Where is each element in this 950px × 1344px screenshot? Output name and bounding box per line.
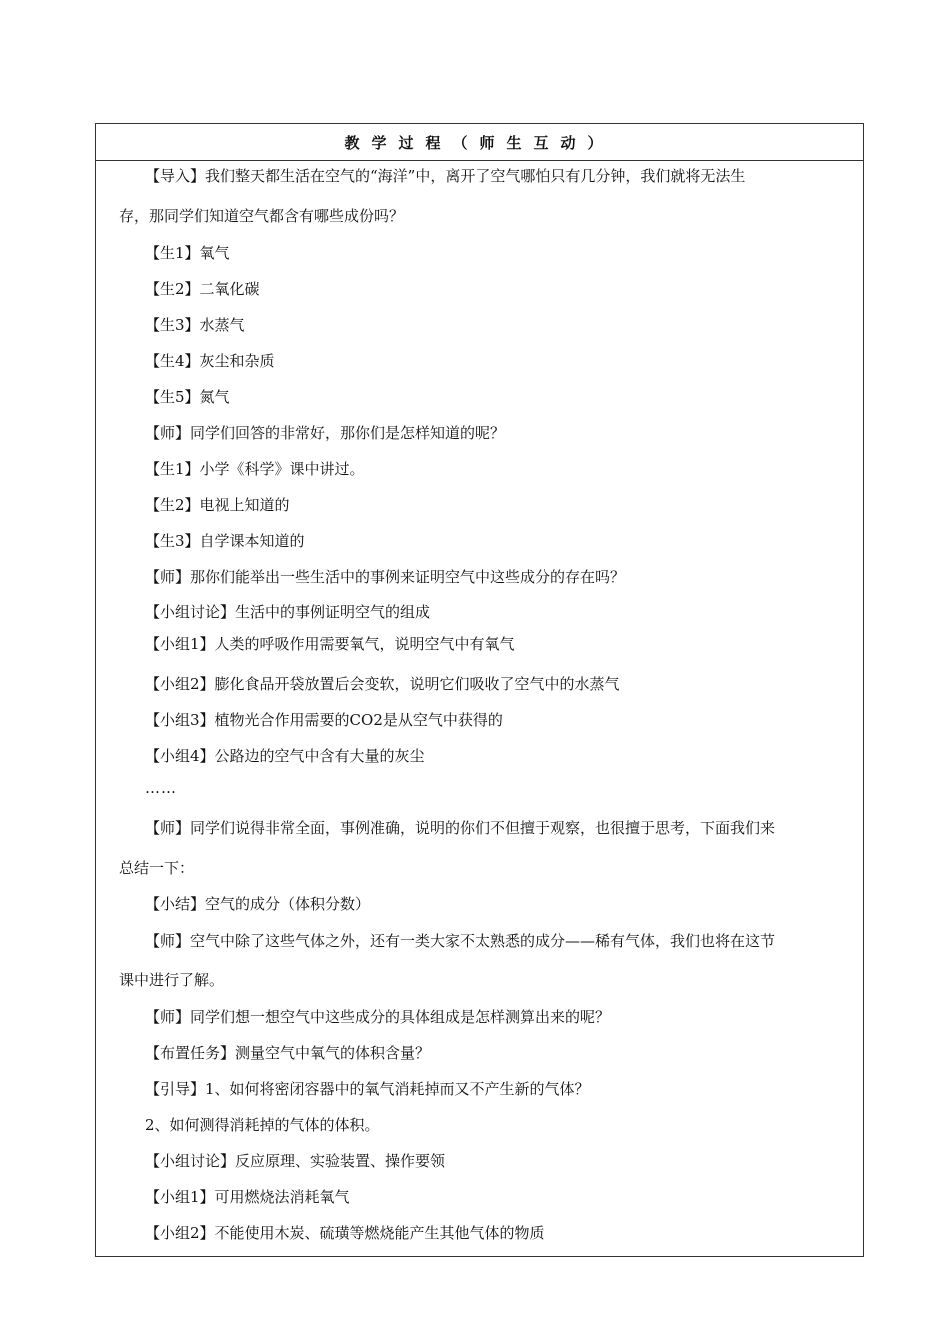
teacher-line-1: 【师】空气中除了这些气体之外，还有一类大家不太熟悉的成分——稀有气体，我们也将在这节 xyxy=(145,932,776,950)
answer-line: 【生3】自学课本知道的 xyxy=(145,532,305,550)
discussion-line: 【小组讨论】生活中的事例证明空气的组成 xyxy=(145,603,431,621)
teacher-line-2: 总结一下： xyxy=(119,859,195,877)
answer-line: 【生2】电视上知道的 xyxy=(145,496,290,514)
discussion-line: 【小组讨论】反应原理、实验装置、操作要领 xyxy=(145,1152,446,1170)
teacher-line-2: 课中进行了解。 xyxy=(119,971,225,989)
guide-line: 【引导】1、如何将密闭容器中的氧气消耗掉而又不产生新的气体？ xyxy=(145,1080,590,1098)
group-line: 【小组4】公路边的空气中含有大量的灰尘 xyxy=(145,747,425,765)
teacher-line: 【师】同学们回答的非常好，那你们是怎样知道的呢？ xyxy=(145,424,506,442)
intro-line-2: 存，那同学们知道空气都含有哪些成份吗？ xyxy=(119,207,405,225)
summary-line: 【小结】空气的成分（体积分数） xyxy=(145,895,371,913)
group-line: 【小组3】植物光合作用需要的CO2是从空气中获得的 xyxy=(145,711,503,729)
intro-line-1: 【导入】我们整天都生活在空气的“海洋”中，离开了空气哪怕只有几分钟，我们就将无法生 xyxy=(145,167,746,185)
teacher-line-1: 【师】同学们说得非常全面，事例准确，说明的你们不但擅于观察，也很擅于思考，下面我们来 xyxy=(145,819,776,837)
task-line: 【布置任务】测量空气中氧气的体积含量？ xyxy=(145,1044,431,1062)
group-line: 【小组2】膨化食品开袋放置后会变软，说明它们吸收了空气中的水蒸气 xyxy=(145,675,620,693)
answer-line: 【生4】灰尘和杂质 xyxy=(145,352,275,370)
answer-line: 【生2】二氧化碳 xyxy=(145,280,260,298)
group-line: 【小组2】不能使用木炭、硫璜等燃烧能产生其他气体的物质 xyxy=(145,1224,545,1242)
teacher-line: 【师】同学们想一想空气中这些成分的具体组成是怎样测算出来的呢？ xyxy=(145,1008,611,1026)
guide-line-2: 2、如何测得消耗掉的气体的体积。 xyxy=(145,1116,380,1134)
table-header: 教学过程（师生互动） xyxy=(96,124,863,161)
group-line: 【小组1】人类的呼吸作用需要氧气，说明空气中有氧气 xyxy=(145,635,515,653)
lesson-table xyxy=(95,123,864,1257)
answer-line: 【生1】氧气 xyxy=(145,244,230,262)
group-line: 【小组1】可用燃烧法消耗氧气 xyxy=(145,1188,350,1206)
answer-line: 【生5】氮气 xyxy=(145,388,230,406)
answer-line: 【生1】小学《科学》课中讲过。 xyxy=(145,460,365,478)
teacher-line: 【师】那你们能举出一些生活中的事例来证明空气中这些成分的存在吗？ xyxy=(145,568,626,586)
answer-line: 【生3】水蒸气 xyxy=(145,316,245,334)
ellipsis: …… xyxy=(145,779,177,797)
